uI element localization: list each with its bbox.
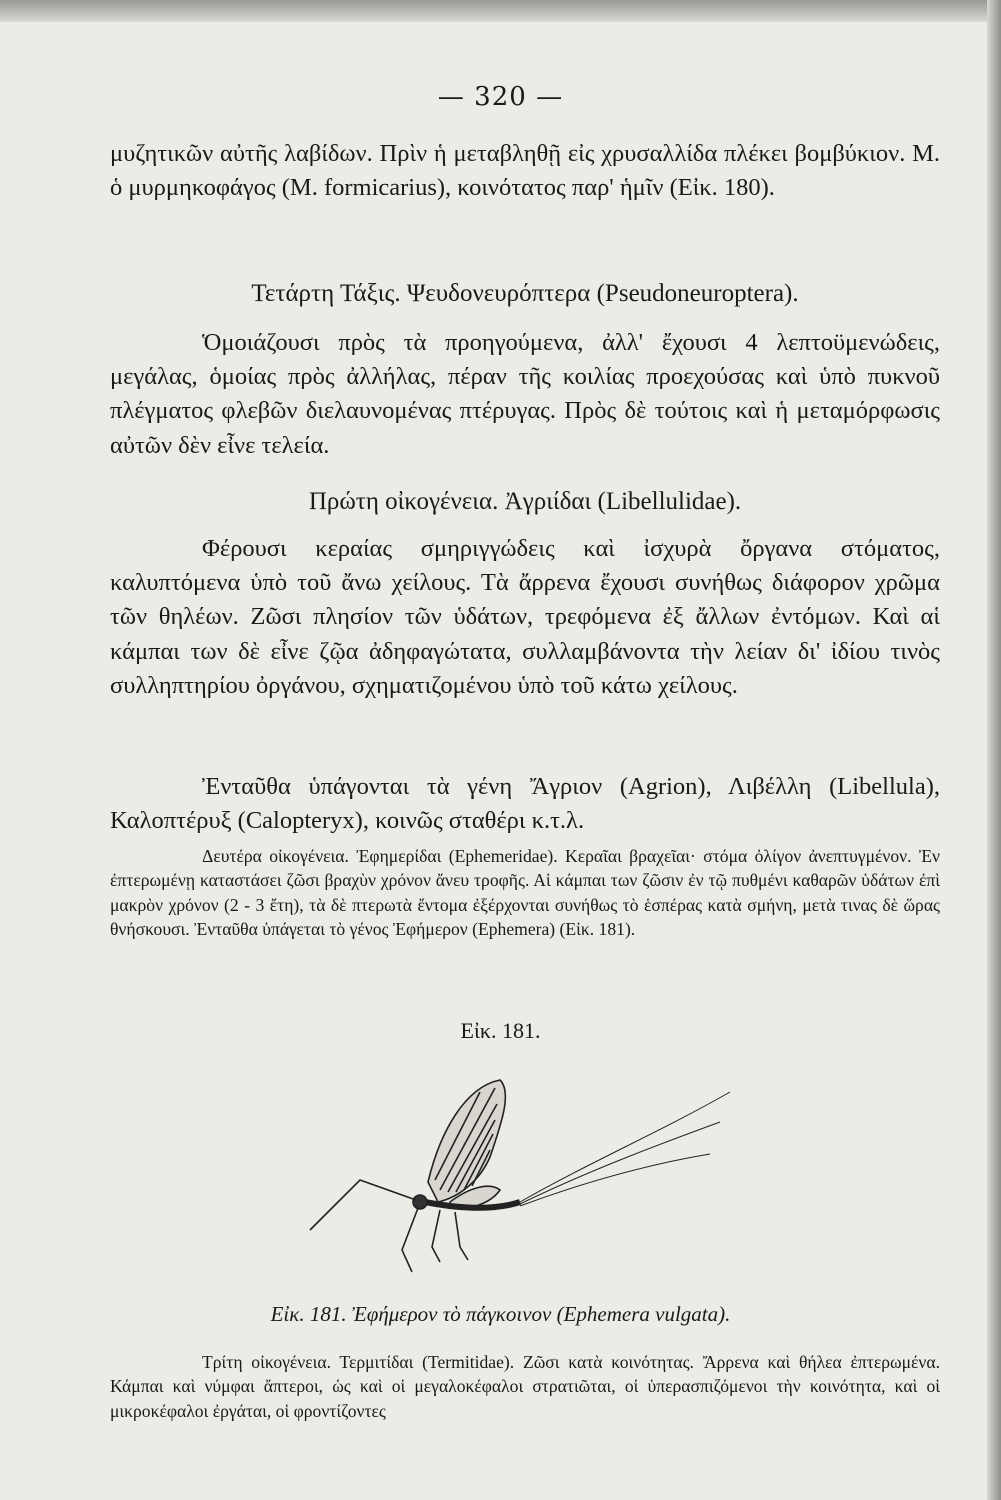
figure-label: Εἰκ. 181.: [460, 1018, 541, 1043]
order-section: [110, 280, 940, 308]
genera-text: Ἐνταῦθα ὑπάγονται τὰ γένη Ἄγριον (Agrion), Λιβέλλη (Libellula), Καλοπτέρυξ (Calopteryx), κοινῶς σταθέρι κ.τ.λ.: [110, 773, 940, 835]
intro-paragraph: [110, 137, 940, 205]
family3-text: Τρίτη οἰκογένεια. Τερμιτίδαι (Termitidae). Ζῶσι κατὰ κοινότητας. Ἄρρενα καὶ θήλεα ἐπτερωμένα. Κάμπαι καὶ νύμφαι ἄπτεροι, ὡς καὶ οἱ μεγαλοκέφαλοι στρατιῶται, οἱ ὑπερασπιζόμενοι τὴν κοινότητα, καὶ οἱ μικροκέφαλοι ἐργάται, οἱ φροντίζοντες: [110, 1352, 940, 1421]
family2-paragraph: [110, 844, 940, 941]
page-number: — 320 —: [437, 82, 564, 112]
family3-paragraph: [110, 1350, 940, 1423]
family1-text: Φέρουσι κεραίας σμηριγγώδεις καὶ ἰσχυρὰ ὄργανα στόματος, καλυπτόμενα ὑπὸ τοῦ ἄνω χείλους. Τὰ ἄρρενα ἔχουσι συνήθως διάφορον χρῶμα τῶν θηλέων. Ζῶσι πλησίον τῶν ὑδάτων, τρεφόμενα ἐξ ἄλλων ἐντόμων. Καὶ αἱ κάμπαι των δὲ εἶνε ζῷα ἀδηφαγώτατα, συλλαμβάνοντα τὴν λείαν δι' ἰδίου τινὸς συλληπτηρίου ὀργάνου, σχηματιζομένου ὑπὸ τοῦ κάτω χείλους.: [110, 535, 940, 699]
family1-heading: Πρώτη οἰκογένεια. Ἀγριίδαι (Libellulidae).: [308, 488, 742, 515]
family1-paragraph: [110, 532, 940, 703]
order-paragraph: [110, 326, 940, 463]
mayfly-illustration: [290, 1062, 750, 1282]
order-heading: Τετάρτη Τάξις. Ψευδονευρόπτερα (Pseudoneuroptera).: [251, 280, 799, 307]
figure-caption: Εἰκ. 181. Ἐφήμερον τὸ πάγκοινον (Ephemera vulgata).: [270, 1302, 731, 1326]
order-text: Ὁμοιάζουσι πρὸς τὰ προηγούμενα, ἀλλ' ἔχουσι 4 λεπτοϋμενώδεις, μεγάλας, ὁμοίας πρὸς ἀλλήλας, πέραν τῆς κοιλίας προεχούσας καὶ ὑπὸ πυκνοῦ πλέγματος φλεβῶν διελαυνομένας πτέρυγας. Πρὸς δὲ τούτοις καὶ ἡ μεταμόρφωσις αὐτῶν δὲν εἶνε τελεία.: [110, 329, 940, 459]
genera-paragraph: [110, 770, 940, 838]
intro-text: μυζητικῶν αὐτῆς λαβίδων. Πρὶν ἡ μεταβληθῇ εἰς χρυσαλλίδα πλέκει βομβύκιον. Μ. ὁ μυρμηκοφάγος (M. formicarius), κοινότατος παρ' ἡμῖν (Εἰκ. 180).: [110, 140, 940, 202]
family2-text: Δευτέρα οἰκογένεια. Ἐφημερίδαι (Ephemeridae). Κεραῖαι βραχεῖαι· στόμα ὀλίγον ἀνεπτυγμένον. Ἐν ἐπτερωμένῃ καταστάσει ζῶσι βραχὺν χρόνον ἄνευ τροφῆς. Αἱ κάμπαι των ζῶσιν ἐν τῷ πυθμένι καθαρῶν ὑδάτων ἐπὶ μακρὸν χρόνον (2 - 3 ἔτη), τὰ δὲ πτερωτὰ ἔντομα ἐξέρχονται συνήθως τὸ ἑσπέρας κατὰ σμήνη, μετὰ τινας δὲ ὥρας θνήσκουσι. Ἐνταῦθα ὑπάγεται τὸ γένος Ἐφήμερον (Ephemera) (Εἰκ. 181).: [110, 846, 940, 939]
family1-section: [110, 488, 940, 516]
